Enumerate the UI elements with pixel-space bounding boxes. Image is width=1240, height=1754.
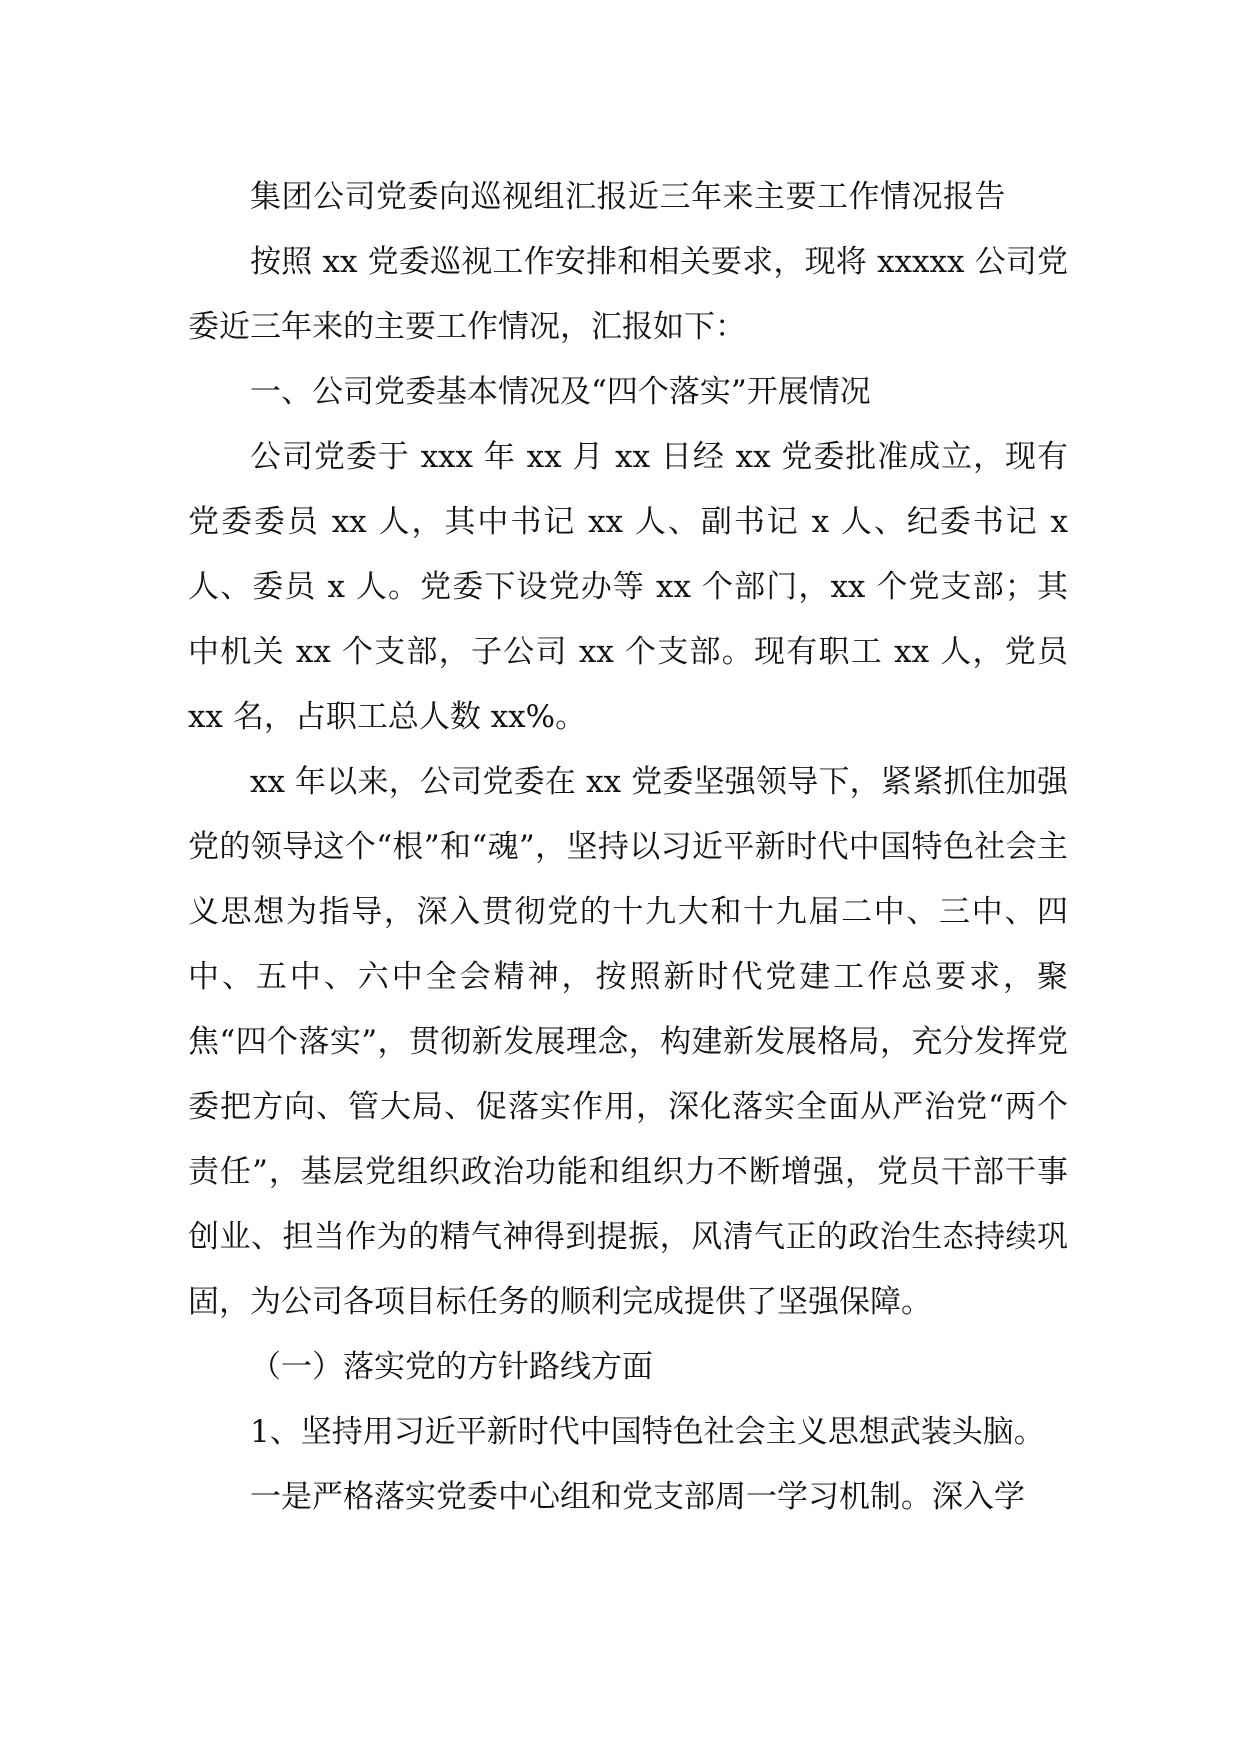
paragraph-intro: 按照 xx 党委巡视工作安排和相关要求，现将 xxxxx 公司党委近三年来的主要工作情况，汇报如下： xyxy=(188,244,1068,345)
paragraph-basic-info: 公司党委于 xxx 年 xx 月 xx 日经 xx 党委批准成立，现有党委委员 xx 人，其中书记 xx 人、副书记 x 人、纪委书记 x 人、委员 x 人。党委下设党办等 xx 个部门，xx 个党支部；其中机关 xx 个支部，子公司 xx 个支部。现有职工 xx 人，党员 xx 名，占职工总人数 xx%。 xyxy=(188,439,1068,735)
subsection-heading-1: （一）落实党的方针路线方面 xyxy=(250,1349,653,1385)
paragraph-summary: xx 年以来，公司党委在 xx 党委坚强领导下，紧紧抓住加强党的领导这个“根”和“魂”，坚持以习近平新时代中国特色社会主义思想为指导，深入贯彻党的十九大和十九届二中、三中、四中、五中、六中全会精神，按照新时代党建工作总要求，聚焦“四个落实”，贯彻新发展理念，构建新发展格局，充分发挥党委把方向、管大局、促落实作用，深化落实全面从严治党“两个责任”，基层党组织政治功能和组织力不断增强，党员干部干事创业、担当作为的精气神得到提振，风清气正的政治生态持续巩固，为公司各项目标任务的顺利完成提供了坚强保障。 xyxy=(188,764,1068,1320)
section-heading-1: 一、公司党委基本情况及“四个落实”开展情况 xyxy=(250,374,871,410)
paragraph-item-1: 一是严格落实党委中心组和党支部周一学习机制。深入学 xyxy=(250,1479,1025,1515)
document-body xyxy=(188,165,1068,1530)
item-heading-1: 1、坚持用习近平新时代中国特色社会主义思想武装头脑。 xyxy=(250,1414,1045,1450)
document-title: 集团公司党委向巡视组汇报近三年来主要工作情况报告 xyxy=(250,179,1006,215)
